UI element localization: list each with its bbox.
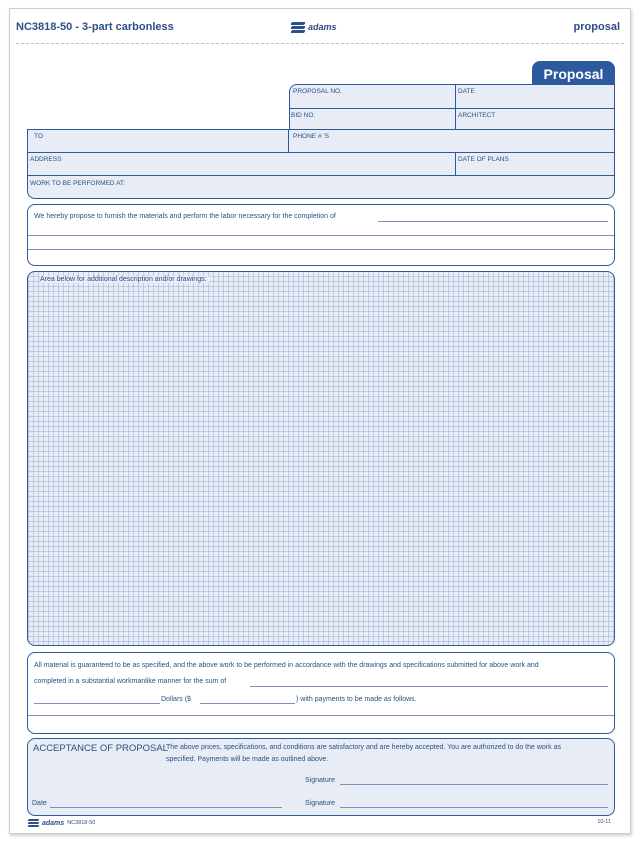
divider [28,152,614,153]
footer-revision: 10-11 [597,819,611,825]
architect-label: ARCHITECT [458,112,496,119]
phone-label: PHONE # 'S [293,133,329,140]
dollar-amount-line[interactable] [200,703,295,704]
divider [455,152,456,175]
payments-label: ) with payments to be made as follows. [296,696,417,703]
divider [28,175,614,176]
signature-line[interactable] [340,784,608,785]
sum-line[interactable] [250,686,608,687]
adams-logo-icon [28,819,39,827]
acceptance-title: ACCEPTANCE OF PROPOSAL [33,743,168,754]
writing-line[interactable] [28,249,614,250]
terms-block [27,652,615,734]
scope-of-work-block [27,204,615,266]
brand-name: adams [308,22,337,32]
date-of-plans-label: DATE OF PLANS [458,156,509,163]
terms-line-2: completed in a substantial workmanlike manner for the sum of [34,678,227,685]
footer-logo [28,819,95,827]
brand-logo [291,22,337,32]
date-label: DATE [458,88,475,95]
proposal-no-label: PROPOSAL NO. [293,88,342,95]
grid-caption: Area below for additional description and/or drawings: [40,276,207,283]
address-label: ADDRESS [30,156,62,163]
terms-line-1: All material is guaranteed to be as specified, and the above work to be performed in accordance with the drawings and specifications submitted for above work and [34,662,539,669]
perforation-line [16,43,624,44]
dollars-label: Dollars ($ [161,696,191,703]
footer-code: NC3818-50 [67,820,96,826]
date-line[interactable] [50,807,282,808]
form-title: NC3818-50 - 3-part carbonless [16,21,174,33]
propose-text: We hereby propose to furnish the materials and perform the labor necessary for the completion of [34,213,336,220]
drawing-grid-area[interactable] [27,271,615,646]
divider [455,85,456,132]
work-location-label: WORK TO BE PERFORMED AT: [30,180,125,187]
completion-line[interactable] [378,221,608,222]
form-type-label: proposal [573,21,620,33]
proposal-title-tab: Proposal [532,61,615,87]
proposal-number-block [289,84,615,132]
form-page [9,8,631,834]
acceptance-text-1: The above prices, specifications, and conditions are satisfactory and are hereby accepted. You are authorized to do the work as [166,744,561,751]
bid-no-label: BID NO. [291,112,316,119]
divider [290,108,614,109]
customer-info-block [27,129,615,199]
acceptance-block [27,738,615,816]
acceptance-text-2: specified. Payments will be made as outlined above. [166,756,329,763]
writing-line[interactable] [28,235,614,236]
signature-label: Signature [305,800,335,807]
sum-words-line[interactable] [34,703,160,704]
writing-line[interactable] [28,715,614,716]
to-label: TO [34,133,43,140]
signature-line[interactable] [340,807,608,808]
adams-logo-icon [291,22,305,32]
signature-label: Signature [305,777,335,784]
footer-brand: adams [42,819,65,827]
divider [288,130,289,152]
date-label: Date [32,800,47,807]
